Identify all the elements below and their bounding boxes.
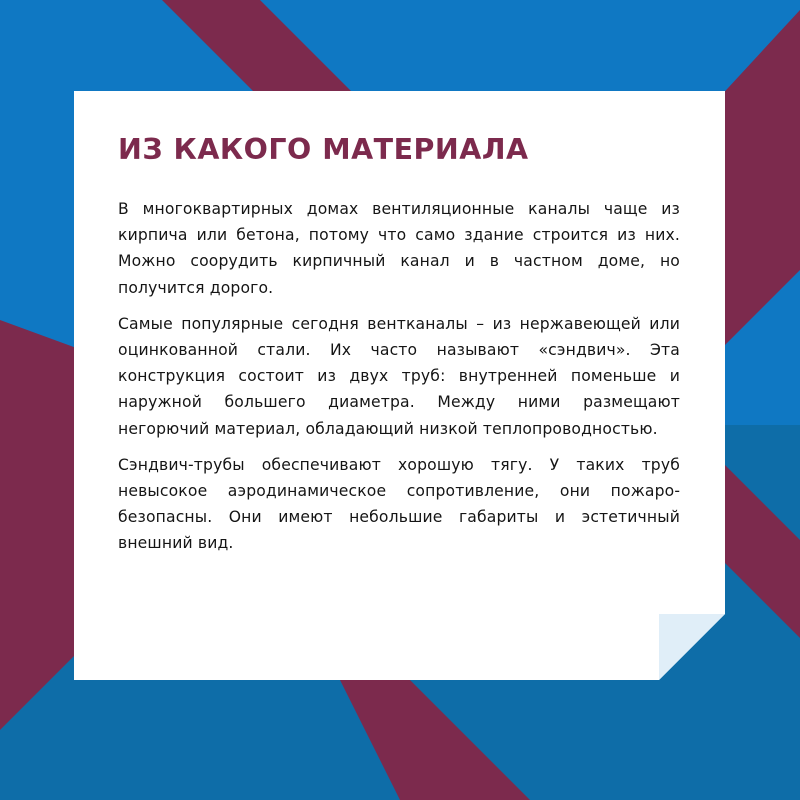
paragraph-steel-sandwich: Самые популярные сегодня вентканалы – из нержавеющей или оцинкованной стали. Их часто называют «сэндвич». Эта конструкция состоит из двух труб: внутренней поменьше и наружной большего диаметра. Между ними размещают негорючий материал, обладающий низкой теплопроводностью. <box>118 314 680 438</box>
paragraph-materials-intro: В многоквартирных домах вентиляционные каналы чаще из кирпича или бетона, потому что само здание строится из них. Можно соорудить кирпичный канал и в частном доме, но получится дорого. <box>118 200 680 297</box>
card-title: ИЗ КАКОГО МАТЕРИАЛА <box>118 133 529 166</box>
card-content <box>118 131 680 567</box>
info-card <box>74 91 725 680</box>
paragraph-sandwich-benefits: Сэндвич-трубы обеспечивают хорошую тягу. У таких труб невысокое аэродинамическое сопротивление, они пожаробезопасны. Они имеют небольшие габариты и эстетичный внешний вид. <box>118 455 680 553</box>
page-curl-icon <box>659 614 725 680</box>
